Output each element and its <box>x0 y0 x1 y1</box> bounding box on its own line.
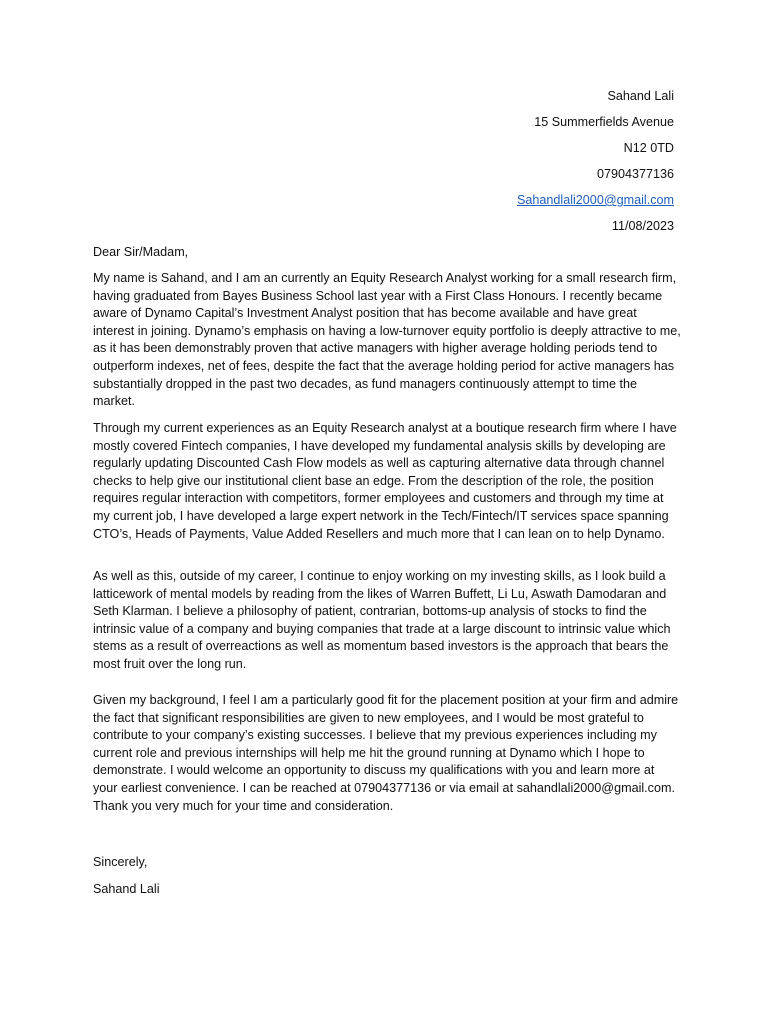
sender-postcode: N12 0TD <box>623 141 674 155</box>
salutation: Dear Sir/Madam, <box>93 245 189 259</box>
closing: Sincerely, <box>93 855 148 869</box>
sender-name: Sahand Lali <box>607 89 674 103</box>
letter-date: 11/08/2023 <box>611 219 674 233</box>
paragraph-interests: As well as this, outside of my career, I continue to enjoy working on my investing skills, as I look build a latticework of mental models by reading from the likes of Warren Buffett, Li Lu, Aswath Damodaran and Seth Klarman. I believe a philosophy of patient, contrarian, bottoms-up analysis of stocks to find the intrinsic value of a company and buying companies that trade at a large discount to intrinsic value which stems as a result of overreactions as well as momentum based investors is the approach that bears the most fruit over the long run. <box>93 569 671 671</box>
sender-street: 15 Summerfields Avenue <box>534 115 674 129</box>
sender-email-line <box>274 192 674 208</box>
signature: Sahand Lali <box>93 882 160 896</box>
sender-email-link[interactable]: Sahandlali2000@gmail.com <box>516 193 674 207</box>
paragraph-experience: Through my current experiences as an Equity Research analyst at a boutique research firm where I have mostly covered Fintech companies, I have developed my fundamental analysis skills by developing are regularly updating Discounted Cash Flow models as well as capturing alternative data through channel checks to help give our institutional client base an edge. From the description of the role, the position requires regular interaction with competitors, former employees and customers and through my time at my current job, I have developed a large expert network in the Tech/Fintech/IT services space spanning CTO’s, Heads of Payments, Value Added Resellers and much more that I can lean on to help Dynamo. <box>93 421 677 541</box>
sender-phone: 07904377136 <box>596 167 674 181</box>
paragraph-intro: My name is Sahand, and I am an currently an Equity Research Analyst working for a small research firm, having graduated from Bayes Business School last year with a First Class Honours. I recently became aware of Dynamo Capital’s Investment Analyst position that has become available and have great interest in joining. Dynamo’s emphasis on having a low-turnover equity portfolio is deeply attractive to me, as it has been demonstrably proven that active managers with higher average holding periods tend to outperform indexes, net of fees, despite the fact that the average holding period for active managers has substantially dropped in the past two decades, as fund managers continuously attempt to time the market. <box>93 271 681 409</box>
paragraph-conclusion: Given my background, I feel I am a particularly good fit for the placement position at your firm and admire the fact that significant responsibilities are given to new employees, and I would be most grateful to contribute to your company’s existing successes. I believe that my previous experiences including my current role and previous internships will help me hit the ground running at Dynamo which I hope to demonstrate. I would welcome an opportunity to discuss my qualifications with you and learn more at your earliest convenience. I can be reached at 07904377136 or via email at sahandlali2000@gmail.com. Thank you very much for your time and consideration. <box>93 693 679 813</box>
